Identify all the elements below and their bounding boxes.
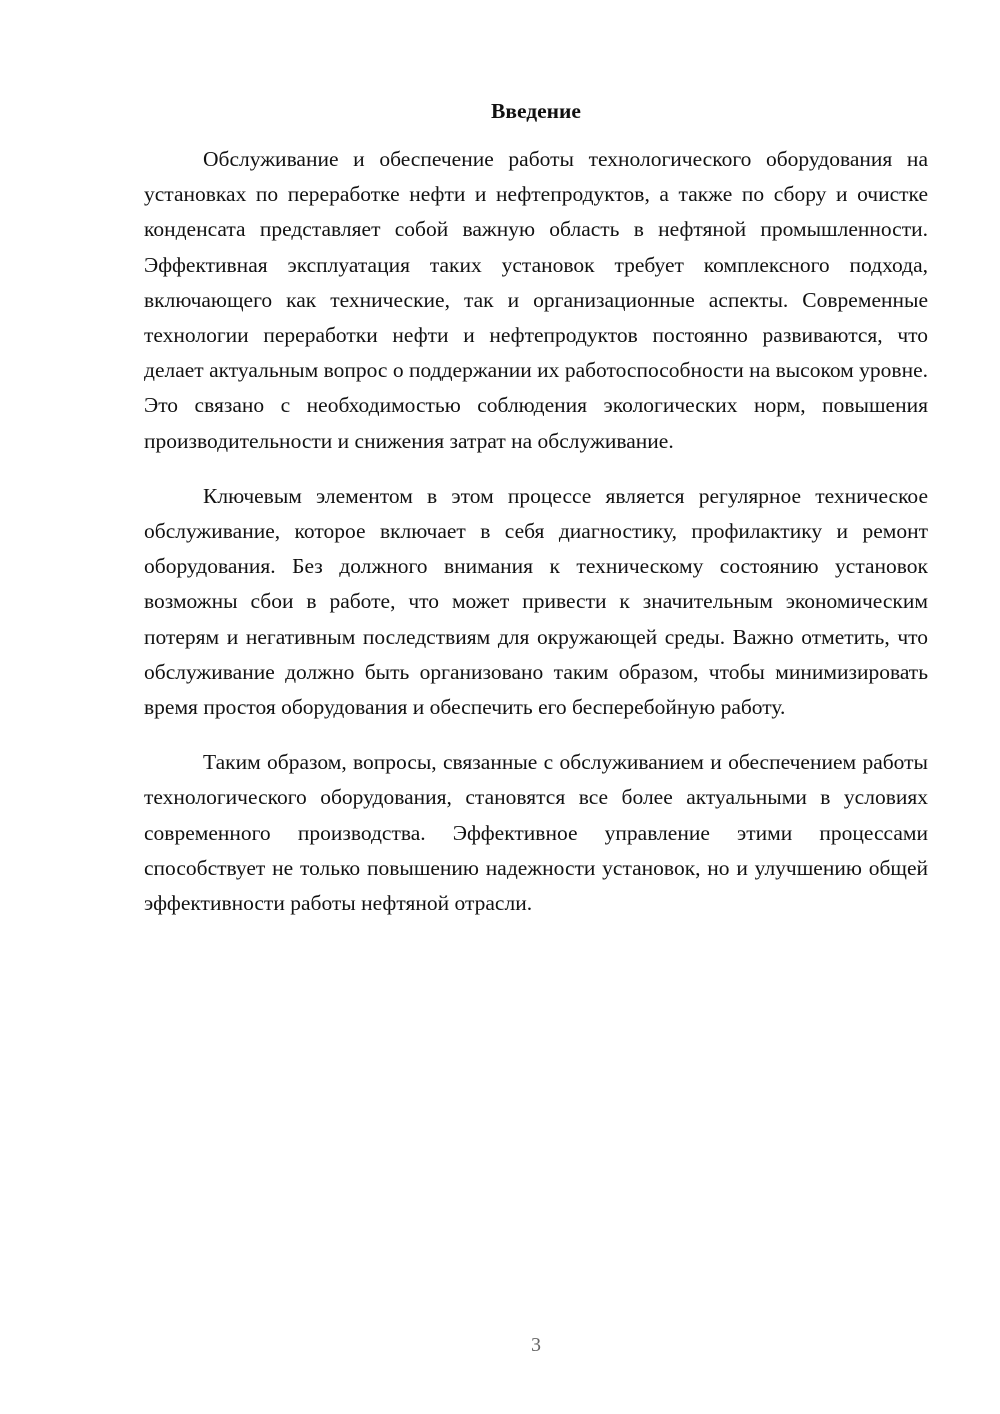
paragraph-2: Ключевым элементом в этом процессе является регулярное техническое обслуживание, которое включает в себя диагностику, профилактику и ремонт оборудования. Без должного внимания к техническому состоянию установок возможны сбои в работе, что может привести к значительным экономическим потерям и негативным последствиям для окружающей среды. Важно отметить, что обслуживание должно быть организовано таким образом, чтобы минимизировать время простоя оборудования и обеспечить его бесперебойную работу. [144, 483, 928, 720]
paragraph-3: Таким образом, вопросы, связанные с обслуживанием и обеспечением работы технологического оборудования, становятся все более актуальными в условиях современного производства. Эффективное управление этими процессами способствует не только повышению надежности установок, но и улучшению общей эффективности работы нефтяной отрасли. [144, 750, 928, 916]
section-title: Введение [491, 99, 581, 123]
document-body [144, 96, 928, 941]
page-number: 3 [531, 1334, 541, 1356]
paragraph-1: Обслуживание и обеспечение работы технологического оборудования на установках по переработке нефти и нефтепродуктов, а также по сбору и очистке конденсата представляет собой важную область в нефтяной промышленности. Эффективная эксплуатация таких установок требует комплексного подхода, включающего как технические, так и организационные аспекты. Современные технологии переработки нефти и нефтепродуктов постоянно развиваются, что делает актуальным вопрос о поддержании их работоспособности на высоком уровне. Это связано с необходимостью соблюдения экологических норм, повышения производительности и снижения затрат на обслуживание. [144, 147, 928, 453]
